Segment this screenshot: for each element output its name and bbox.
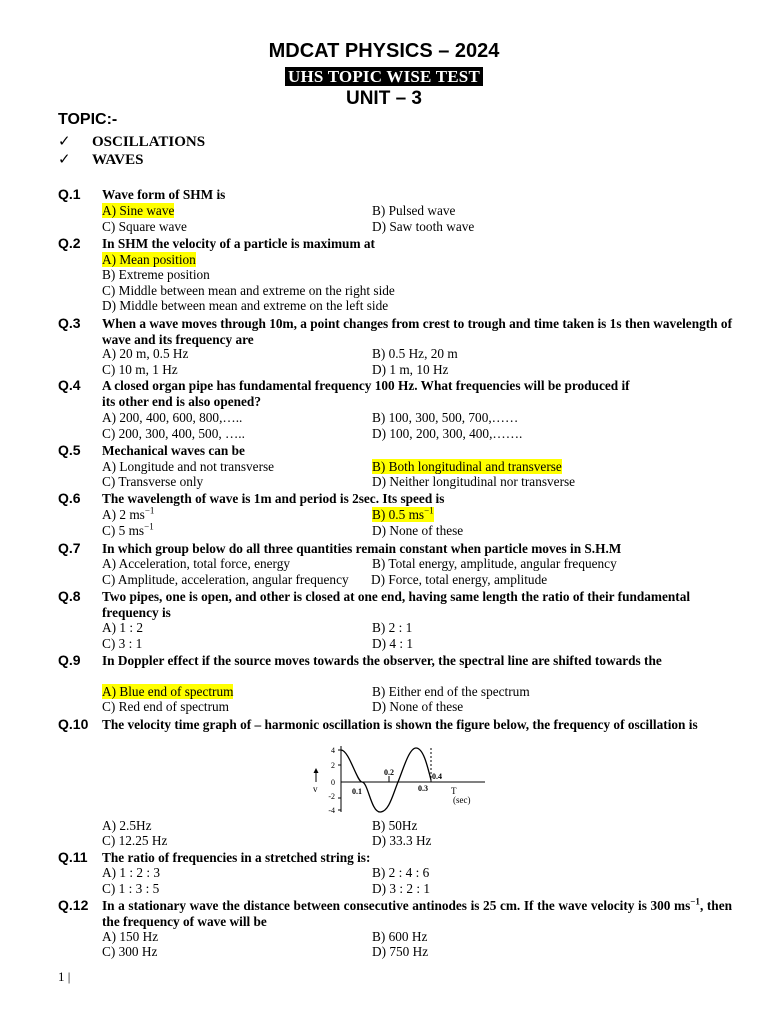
option-c: C) 3 : 1: [102, 636, 143, 651]
y-tick-label: -4: [328, 806, 335, 814]
question-text: In Doppler effect if the source moves towards the observer, the spectral line are shifted towards the: [102, 653, 662, 668]
option-d: D) Saw tooth wave: [372, 219, 475, 234]
option-d: D) 33.3 Hz: [372, 833, 432, 848]
topic-item-waves: ✓ WAVES: [58, 150, 144, 168]
page-title: MDCAT PHYSICS – 2024: [268, 40, 500, 62]
option-b: B) Either end of the spectrum: [372, 684, 530, 699]
answer-highlight: A) Mean position: [102, 252, 196, 267]
y-tick-label: 2: [331, 761, 335, 770]
unit-heading: UNIT – 3: [345, 88, 423, 109]
question-number: Q.8: [58, 588, 81, 604]
question-text: In which group below do all three quantities remain constant when particle moves in S.H.M: [102, 541, 622, 556]
option-c: C) Amplitude, acceleration, angular frequency: [102, 572, 349, 587]
y-axis-label: v: [313, 784, 318, 794]
option-a: A) 20 m, 0.5 Hz: [102, 346, 189, 361]
question-text: When a wave moves through 10m, a point changes from crest to trough and time taken is 1s then wavelength of wave and its frequency are: [102, 316, 732, 347]
question-number: Q.10: [58, 716, 89, 732]
option-b: B) 100, 300, 500, 700,……: [372, 410, 519, 425]
answer-highlight: B) Both longitudinal and transverse: [372, 459, 562, 474]
question-text: Wave form of SHM is: [102, 187, 226, 202]
test-subtitle-banner: [0, 67, 768, 87]
option-c: C) Middle between mean and extreme on the right side: [102, 283, 395, 298]
option-d: D) 3 : 2 : 1: [372, 881, 430, 896]
arrow-head-icon: [314, 768, 319, 773]
option-b: B) Extreme position: [102, 267, 210, 282]
option-c: C) 1 : 3 : 5: [102, 881, 160, 896]
option-b: B) 50Hz: [372, 818, 418, 833]
option-b: B) 2 : 1: [372, 620, 413, 635]
option-a: A) 1 : 2: [102, 620, 143, 635]
option-a: A) Longitude and not transverse: [102, 459, 275, 474]
question-text: Mechanical waves can be: [102, 443, 245, 458]
option-c: C) Transverse only: [102, 474, 204, 489]
x-axis-unit: (sec): [453, 795, 471, 805]
option-a: A) 150 Hz: [102, 929, 159, 944]
option-d: D) None of these: [372, 699, 464, 714]
option-d: D) Neither longitudinal nor transverse: [372, 474, 576, 489]
option-a: A) 1 : 2 : 3: [102, 865, 160, 880]
option-c: C) Square wave: [102, 219, 187, 234]
question-number: Q.2: [58, 235, 81, 251]
page-number: 1 |: [58, 969, 71, 984]
wave-curve: [341, 748, 431, 812]
option-d: D) None of these: [372, 523, 464, 538]
question-text: In a stationary wave the distance between consecutive antinodes is 25 cm. If the wave velocity is 300 $ms^{-1}$, then the frequency of wave will be: [102, 896, 732, 929]
question-text: The ratio of frequencies in a stretched string is:: [102, 850, 371, 865]
option-d: D) 4 : 1: [372, 636, 413, 651]
question-number: Q.7: [58, 540, 81, 556]
option-a: [102, 252, 196, 268]
question-text: Two pipes, one is open, and other is closed at one end, having same length the ratio of their fundamental frequency is: [102, 589, 691, 620]
question-text: In SHM the velocity of a particle is maximum at: [102, 236, 375, 251]
option-b: B) Total energy, amplitude, angular frequency: [372, 556, 617, 571]
option-b: B) 2 : 4 : 6: [372, 865, 430, 880]
option-c: C) 5 $ms^{-1}$: [102, 521, 154, 538]
option-b: B) 600 Hz: [372, 929, 428, 944]
option-d: D) 750 Hz: [372, 944, 429, 959]
option-b: [372, 459, 562, 475]
question-text: The velocity time graph of – harmonic oscillation is shown the figure below, the frequency of oscillation is: [102, 717, 698, 732]
option-a: A) 200, 400, 600, 800,…..: [102, 410, 243, 425]
question-number: Q.11: [58, 849, 88, 865]
option-a: [102, 684, 233, 700]
option-c: C) 300 Hz: [102, 944, 158, 959]
option-d: D) Force, total energy, amplitude: [371, 572, 548, 587]
answer-highlight: A) Blue end of spectrum: [102, 684, 234, 699]
y-tick-label: 0: [331, 778, 335, 787]
option-a: A) 2 $ms^{-1}$: [102, 505, 155, 522]
option-c: C) 12.25 Hz: [102, 833, 168, 848]
option-d: D) 1 m, 10 Hz: [372, 362, 449, 377]
point-label: 0.2: [384, 768, 394, 777]
answer-highlight: A) Sine wave: [102, 203, 175, 218]
point-label: 0.3: [418, 784, 428, 793]
question-text: A closed organ pipe has fundamental frequency 100 Hz. What frequencies will be produced if its other end is also opened?: [102, 378, 630, 409]
topic-label: TOPIC:-: [58, 111, 118, 128]
option-c: C) Red end of spectrum: [102, 699, 230, 714]
option-b: [372, 507, 434, 523]
answer-highlight: B) 0.5 $ms^{-1}$: [372, 505, 434, 522]
question-number: Q.1: [58, 186, 81, 202]
question-text: The wavelength of wave is 1m and period is 2sec. Its speed is: [102, 491, 445, 506]
option-b: B) Pulsed wave: [372, 203, 456, 218]
question-number: Q.9: [58, 652, 81, 668]
option-a: [102, 203, 174, 219]
velocity-time-graph: [305, 742, 495, 814]
y-tick-label: 4: [331, 746, 335, 755]
option-c: C) 200, 300, 400, 500, …..: [102, 426, 245, 441]
topic-item-oscillations: ✓ OSCILLATIONS: [58, 132, 206, 150]
question-number: Q.4: [58, 377, 81, 393]
test-subtitle: UHS TOPIC WISE TEST: [285, 67, 483, 86]
question-number: Q.3: [58, 315, 81, 331]
y-tick-label: -2: [328, 792, 335, 801]
check-mark-icon: ✓: [58, 150, 71, 168]
option-c: C) 10 m, 1 Hz: [102, 362, 178, 377]
option-d: D) Middle between mean and extreme on the left side: [102, 298, 389, 313]
check-mark-icon: ✓: [58, 132, 71, 150]
question-number: Q.5: [58, 442, 81, 458]
point-label: 0.1: [352, 787, 362, 796]
option-d: D) 100, 200, 300, 400,…….: [372, 426, 523, 441]
question-number: Q.12: [58, 897, 89, 913]
option-a: A) 2.5Hz: [102, 818, 152, 833]
question-number: Q.6: [58, 490, 81, 506]
point-label: 0.4: [432, 772, 442, 781]
option-a: A) Acceleration, total force, energy: [102, 556, 291, 571]
option-b: B) 0.5 Hz, 20 m: [372, 346, 458, 361]
x-axis-label: T: [451, 786, 457, 796]
